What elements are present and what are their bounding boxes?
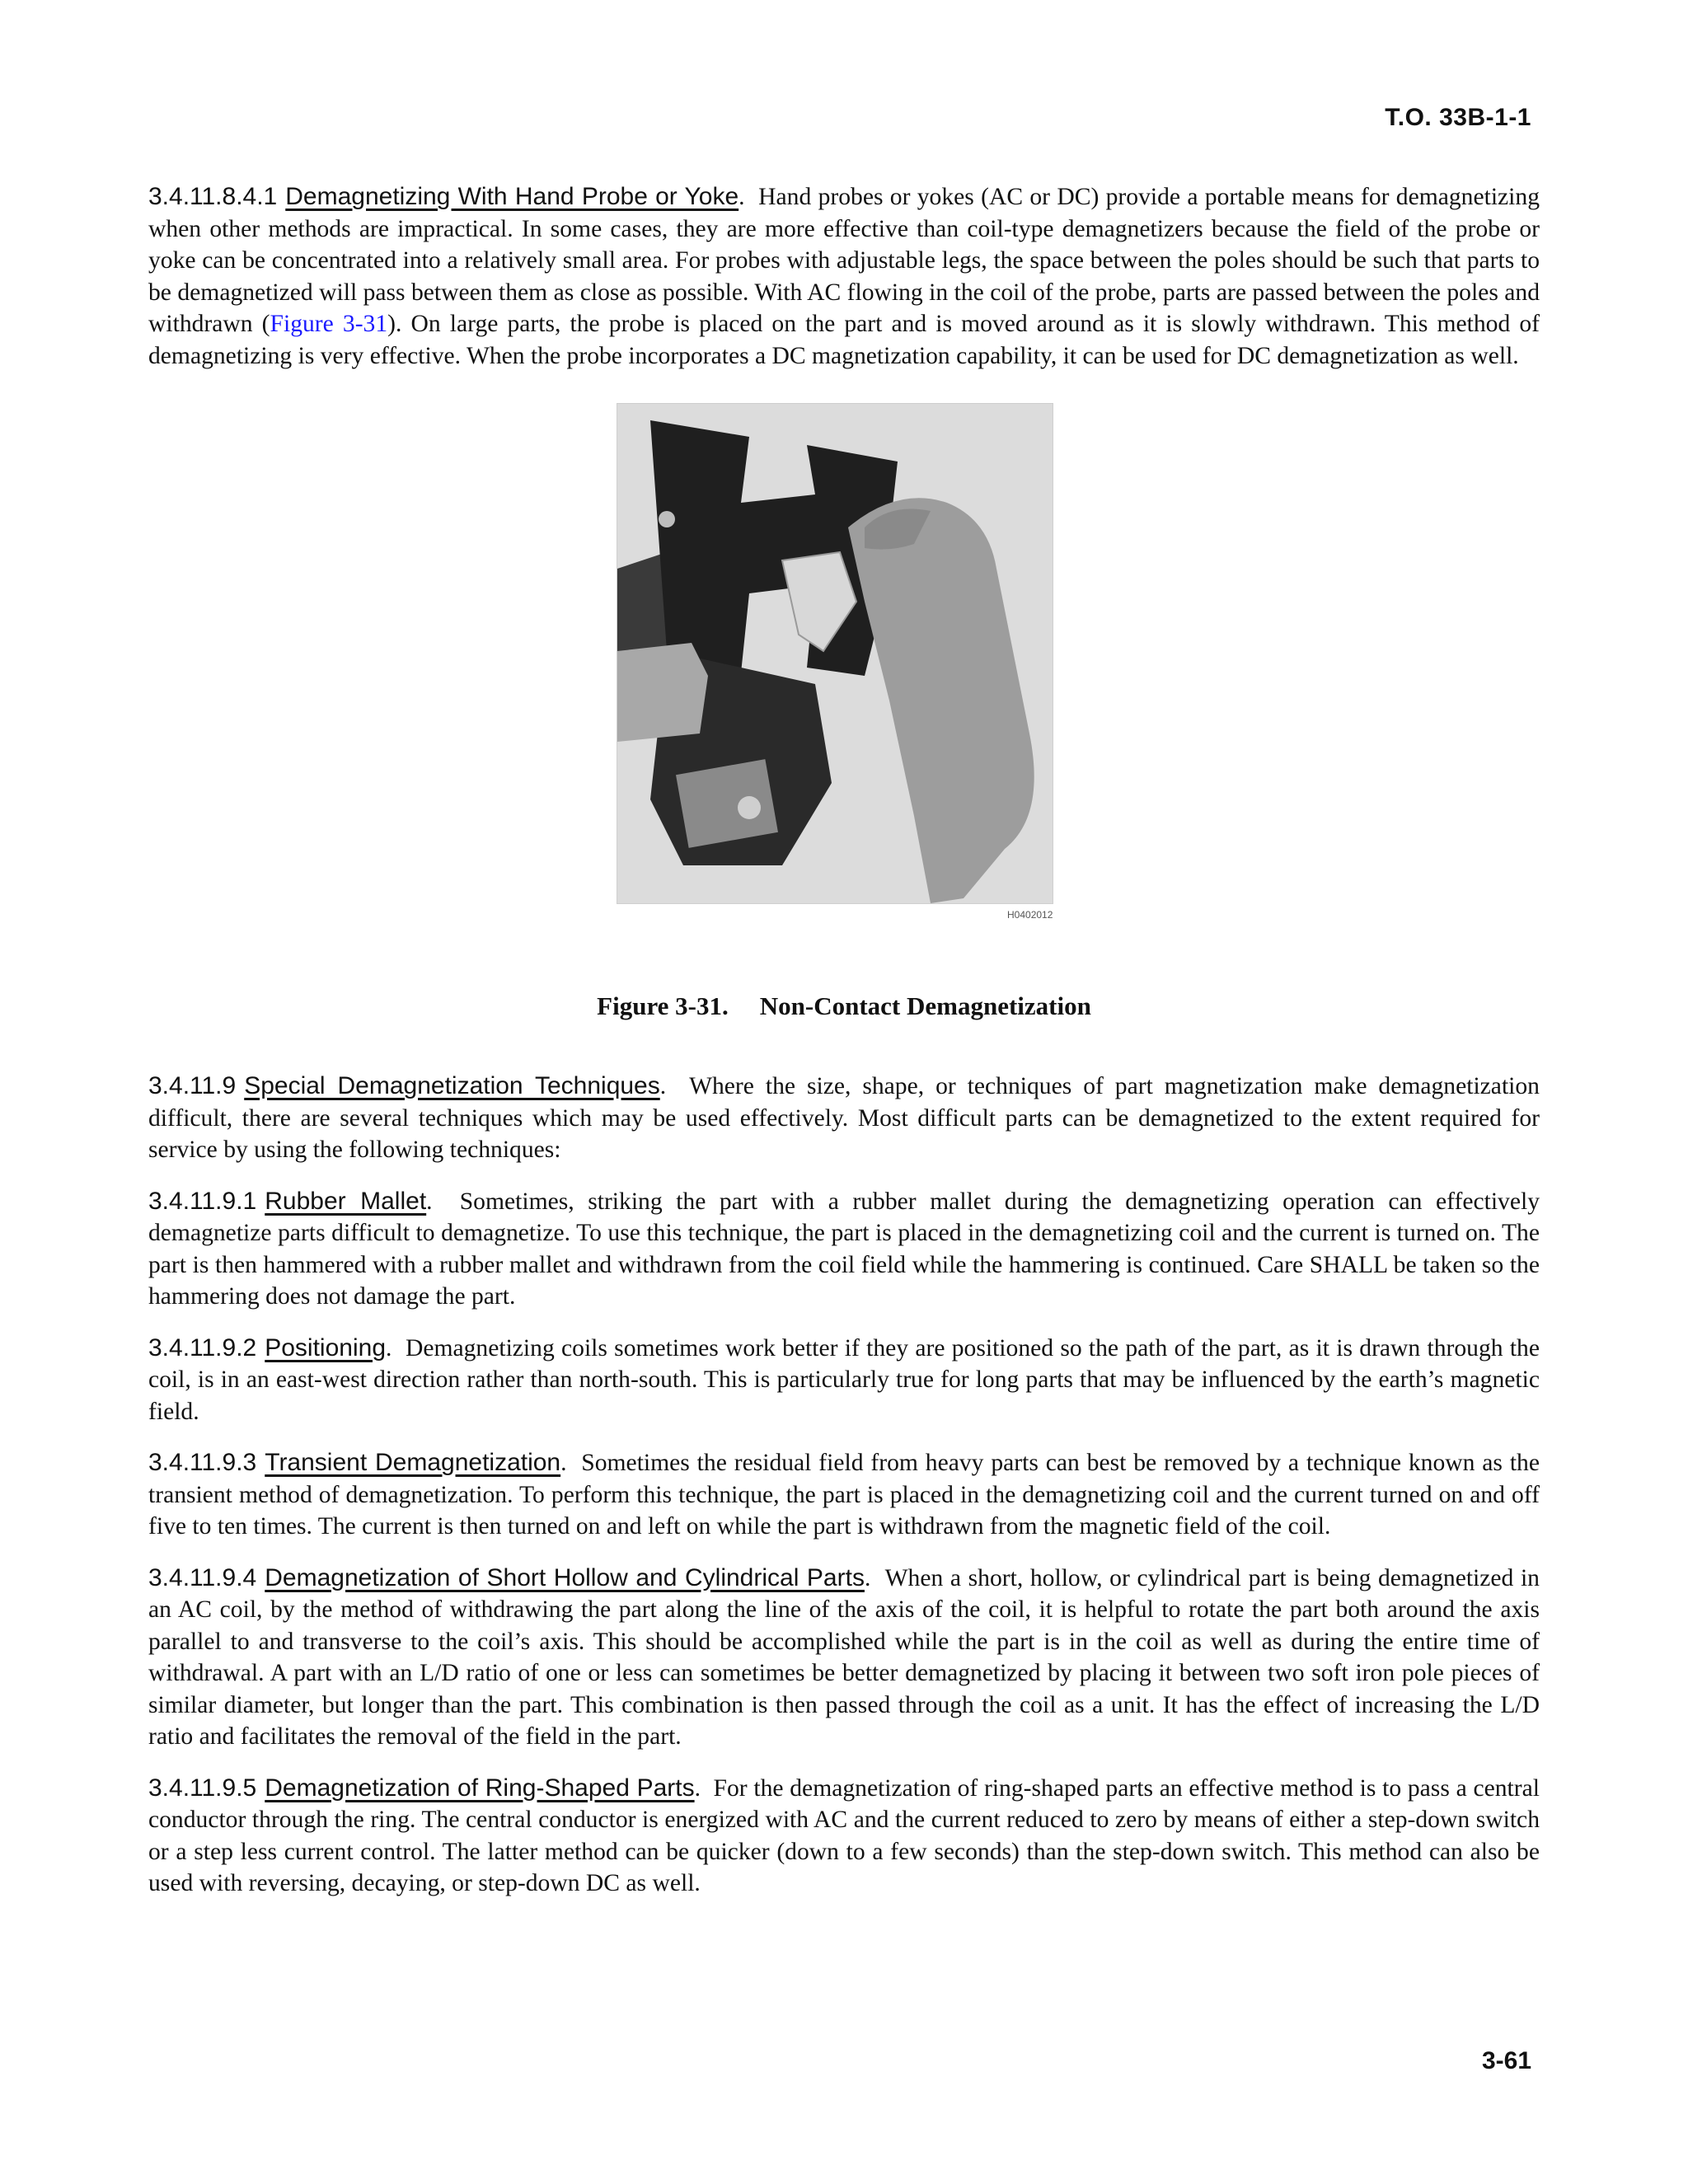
section-number: 3.4.11.9.3 (148, 1449, 257, 1476)
section-text: Sometimes, striking the part with a rubber mallet during the demagnetizing operation can effectively demagnetize parts difficult to demagnetize. To use this technique, the part is placed in the demagnetizing coil and the current is turned on. The part is then hammered with a rubber mallet and withdrawn from the coil field while the hammering is continued. Care SHALL be taken so the hammering does not damage the part. (148, 1188, 1540, 1310)
figure-link[interactable]: Figure 3-31 (270, 311, 388, 337)
section-number: 3.4.11.9.5 (148, 1774, 257, 1802)
section-heading: Special Demagnetization Techniques (244, 1072, 660, 1099)
section-heading: Demagnetization of Short Hollow and Cylindrical Parts (265, 1563, 865, 1591)
figure-caption (148, 991, 1540, 1021)
figure-title: Non-Contact Demagnetization (759, 991, 1091, 1020)
section-heading: Rubber Mallet (265, 1187, 427, 1215)
section-number: 3.4.11.8.4.1 (148, 183, 278, 210)
document-id: T.O. 33B-1-1 (1385, 104, 1531, 131)
yoke-photo-illustration (617, 404, 1053, 903)
paragraph-hollow-cylindrical: 3.4.11.9.4 Demagnetization of Short Hollow and Cylindrical Parts. When a short, hollow, or cylindrical part is being demagnetized in an AC coil, by the method of withdrawing the part along the line of the axis of the coil, it is helpful to rotate the part both around the axis parallel to and transverse to the coil’s axis. This should be accomplished while the part is in the coil as well as during the entire time of withdrawal. A part with an L/D ratio of one or less can sometimes be better demagnetized by placing it between two soft iron pole pieces of similar diameter, but longer than the part. This combination is then passed through the coil as a unit. It has the effect of increasing the L/D ratio and facilitates the removal of the field in the part. (148, 1563, 1540, 1750)
figure-image-id: H0402012 (1007, 909, 1053, 921)
paragraph-transient: 3.4.11.9.3 Transient Demagnetization. Sometimes the residual field from heavy parts can best be removed by a technique known as the transient method of demagnetization. To perform this technique, the part is placed in the demagnetizing coil and the current turned on and off five to ten times. The current is then turned on and left on while the part is withdrawn from the magnetic field of the coil. (148, 1449, 1540, 1540)
figure-label: Figure 3-31. (597, 991, 729, 1020)
section-heading: Transient Demagnetization (265, 1449, 561, 1476)
page-body (148, 181, 1540, 1919)
section-heading: Demagnetizing With Hand Probe or Yoke (285, 183, 739, 210)
figure (148, 403, 1540, 963)
section-number: 3.4.11.9.2 (148, 1333, 257, 1361)
paragraph-ring-shaped: 3.4.11.9.5 Demagnetization of Ring-Shaped Parts. For the demagnetization of ring-shaped parts an effective method is to pass a central conductor through the ring. The central conductor is energized with AC and the current reduced to zero by means of either a step-down switch or a step less current control. The latter method can be quicker (down to a few seconds) than the step-down switch. This method can also be used with reversing, decaying, or step-down DC as well. (148, 1774, 1540, 1896)
section-text-continued: ). On large parts, the probe is placed on the part and is moved around as it is slowly withdrawn. This method of demagnetizing is very effective. When the probe incorporates a DC magnetization capability, it can be used for DC demagnetization as well. (148, 311, 1540, 369)
section-text: Sometimes the residual field from heavy parts can best be removed by a technique known as the transient method of demagnetization. To perform this technique, the part is placed in the demagnetizing coil and the current turned on and off five to ten times. The current is then turned on and left on while the part is withdrawn from the magnetic field of the coil. (148, 1450, 1540, 1540)
section-text: Demagnetizing coils sometimes work better if they are positioned so the path of the part, as it is drawn through the coil, is in an east-west direction rather than north-south. This is particularly true for long parts that may be influenced by the earth’s magnetic field. (148, 1334, 1540, 1425)
paragraph-rubber-mallet: 3.4.11.9.1 Rubber Mallet. Sometimes, striking the part with a rubber mallet during the demagnetizing operation can effectively demagnetize parts difficult to demagnetize. To use this technique, the part is placed in the demagnetizing coil and the current is turned on. The part is then hammered with a rubber mallet and withdrawn from the coil field while the hammering is continued. Care SHALL be taken so the hammering does not damage the part. (148, 1187, 1540, 1310)
paragraph-hand-probe: 3.4.11.8.4.1 Demagnetizing With Hand Probe or Yoke. Hand probes or yokes (AC or DC) provide a portable means for demagnetizing when other methods are impractical. In some cases, they are more effective than coil-type demagnetizers because the field of the probe or yoke can be concentrated into a relatively small area. For probes with adjustable legs, the space between the poles should be such that parts to be demagnetized will pass between them as close as possible. With AC flowing in the coil of the probe, parts are passed between the poles and withdrawn (Figure 3-31). On large parts, the probe is placed on the part and is moved around as it is slowly withdrawn. This method of demagnetizing is very effective. When the probe incorporates a DC magnetization capability, it can be used for DC demagnetization as well. (148, 183, 1540, 369)
figure-photo (617, 403, 1053, 904)
section-heading: Demagnetization of Ring-Shaped Parts (265, 1774, 695, 1802)
section-number: 3.4.11.9.4 (148, 1563, 257, 1591)
page-number: 3-61 (1481, 2047, 1531, 2074)
section-text: Hand probes or yokes (AC or DC) provide a portable means for demagnetizing when other methods are impractical. In some cases, they are more effective than coil-type demagnetizers because the field of the probe or yoke can be concentrated into a relatively small area. For probes with adjustable legs, the space between the poles should be such that parts to be demagnetized will pass between them as close as possible. With AC flowing in the coil of the probe, parts are passed between the poles and withdrawn ( (148, 184, 1540, 337)
paragraph-special-techniques: 3.4.11.9 Special Demagnetization Techniques. Where the size, shape, or techniques of part magnetization make demagnetization difficult, there are several techniques which may be used effectively. Most difficult parts can be demagnetized to the extent required for service by using the following techniques: (148, 1072, 1540, 1163)
paragraph-positioning: 3.4.11.9.2 Positioning. Demagnetizing coils sometimes work better if they are positioned so the path of the part, as it is drawn through the coil, is in an east-west direction rather than north-south. This is particularly true for long parts that may be influenced by the earth’s magnetic field. (148, 1333, 1540, 1425)
section-number: 3.4.11.9.1 (148, 1187, 257, 1215)
section-heading: Positioning (265, 1333, 386, 1361)
section-text: When a short, hollow, or cylindrical part is being demagnetized in an AC coil, by the method of withdrawing the part along the line of the axis of the coil, it is helpful to rotate the part both around the axis parallel to and transverse to the coil’s axis. This should be accomplished while the part is in the coil as well as during the entire time of withdrawal. A part with an L/D ratio of one or less can sometimes be better demagnetized by placing it between two soft iron pole pieces of similar diameter, but longer than the part. This combination is then passed through the coil as a unit. It has the effect of increasing the L/D ratio and facilitates the removal of the field in the part. (148, 1564, 1540, 1750)
section-text: Where the size, shape, or techniques of part magnetization make demagnetization difficult, there are several techniques which may be used effectively. Most difficult parts can be demagnetized to the extent required for service by using the following techniques: (148, 1073, 1540, 1163)
section-number: 3.4.11.9 (148, 1072, 237, 1099)
section-text: For the demagnetization of ring-shaped parts an effective method is to pass a central conductor through the ring. The central conductor is energized with AC and the current reduced to zero by means of either a step-down switch or a step less current control. The latter method can be quicker (down to a few seconds) than the step-down switch. This method can also be used with reversing, decaying, or step-down DC as well. (148, 1774, 1540, 1896)
